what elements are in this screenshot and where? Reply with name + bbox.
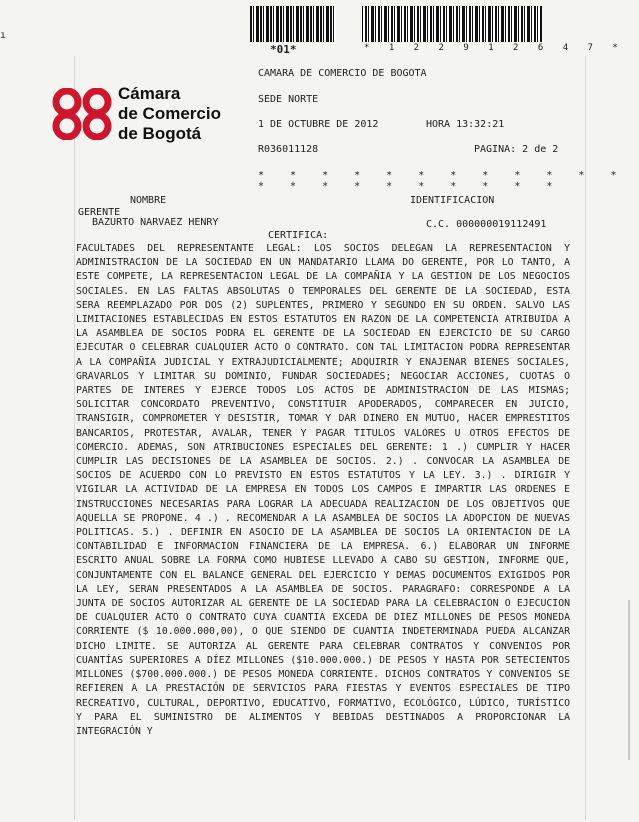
- header-org: CAMARA DE COMERCIO DE BOGOTA: [258, 68, 427, 79]
- header-date: 1 DE OCTUBRE DE 2012: [258, 119, 379, 130]
- role-label: GERENTE: [78, 207, 121, 218]
- header-branch: SEDE NORTE: [258, 94, 319, 105]
- scan-mark: ı: [0, 30, 7, 41]
- logo-line-3: de Bogotá: [118, 124, 202, 143]
- chamber-logo-text: [118, 84, 221, 144]
- logo-line-1: Cámara: [118, 84, 181, 103]
- header-stars: * * * * * * * * * * * * * * * * * * * * * *: [258, 170, 627, 192]
- chamber-logo-icon: [50, 88, 116, 140]
- person-name: BAZURTO NARVAEZ HENRY: [92, 217, 219, 228]
- column-name-header: NOMBRE: [130, 195, 167, 206]
- barcode-right: [362, 6, 542, 42]
- logo-line-2: de Comercio: [118, 104, 221, 123]
- barcode-left-label: *01*: [270, 43, 297, 56]
- header-page: PAGINA: 2 de 2: [474, 144, 559, 155]
- header-time: HORA 13:32:21: [426, 119, 505, 130]
- column-id-header: IDENTIFICACION: [410, 195, 495, 206]
- barcode-left: [250, 6, 336, 42]
- side-print-mark: [625, 600, 633, 760]
- header-code: R036011128: [258, 144, 319, 155]
- certifica-heading: CERTIFICA:: [268, 230, 329, 241]
- barcode-right-label: * 1 2 2 9 1 2 6 4 7 *: [364, 43, 625, 53]
- certificate-body-text: FACULTADES DEL REPRESENTANTE LEGAL: LOS SOCIOS DELEGAN LA REPRESENTACION Y ADMINISTRACION DE LA SOCIEDAD EN UN MANDATARIO LLAMA DO GERENTE, POR LO TANTO, A ESTE COMPETE, LA REPRESENTACION LEGAL DE LA COMPAÑIA Y LA GESTION DE LOS NEGOCIOS SOCIALES. EN LAS FALTAS ABSOLUTAS O TEMPORALES DEL GERENTE DE LA SOCIEDAD, ESTA SERA REEMPLAZADO POR DOS (2) SUPLENTES, PRIMERO Y SEGUNDO EN SU ORDEN. SALVO LAS LIMITACIONES ESTABLECIDAS EN ESTOS ESTATUTOS EN RAZON DE LA COMPETENCIA ATRIBUIDA A LA ASAMBLEA DE SOCIOS PODRA EL GERENTE DE LA SOCIEDAD EN EJERCICIO DE SU CARGO EJECUTAR O CELEBRAR CUALQUIER ACTO O CONTRATO. CON TAL LIMITACION PODRA REPRESENTAR A LA COMPAÑIA JUDICIAL Y EXTRAJUDICIALMENTE; ADQUIRIR Y ENAJENAR BIENES SOCIALES, GRAVARLOS Y LIMITAR SU DOMINIO, FUNDAR SOCIEDADES; NEGOCIAR ACCIONES, CUOTAS O PARTES DE INTERES Y EJERCE TODOS LOS ACTOS DE ADMINISTRACION DE LAS MISMAS; SOLICITAR CONCORDATO PREVENTIVO, CONSTITUIR APODERADOS, COMPARECER EN JUICIO, TRANSIGIR, COMPROMETER Y DESISTIR, TOMAR Y DAR DINERO EN MUTUO, HACER EMPRESTITOS BANCARIOS, PROTESTAR, AVALAR, TENER Y PAGAR TITULOS VALORES U OTROS EFECTOS DE COMERCIO. ADEMAS, SON ATRIBUCIONES ESPECIALES DEL GERENTE: 1 .) CUMPLIR Y HACER CUMPLIR LAS DECISIONES DE LA ASAMBLEA DE SOCIOS. 2.) . CONVOCAR LA ASAMBLEA DE SOCIOS DE ACUERDO CON LO PREVISTO EN ESTOS ESTATUTOS Y LA LEY. 3.) . DIRIGIR Y VIGILAR LA ACTIVIDAD DE LA EMPRESA EN TODOS LOS CAMPOS E IMPARTIR LAS ORDENES E INSTRUCCIONES NECESARIAS PARA LOGRAR LA ADECUADA REALIZACION DE LOS OBJETIVOS QUE AQUELLA SE PROPONE. 4 .) . RECOMENDAR A LA ASAMBLEA DE SOCIOS LA ADOPCION DE NUEVAS POLITICAS. 5.) . DEFINIR EN ASOCIO DE LA ASAMBLEA DE SOCIOS LA ORIENTACION DE LA CONTABILIDAD E INFORMACION FINANCIERA DE LA EMPRESA. 6.) ELABORAR UN INFORME ESCRITO ANUAL SOBRE LA FORMA COMO HUBIESE LLEVADO A CABO SU GESTION, INFORME QUE, CONJUNTAMENTE CON EL BALANCE GENERAL DEL EJERCICIO Y DEMAS DOCUMENTOS EXIGIDOS POR LA LEY, SERAN PRESENTADOS A LA ASAMBLEA DE SOCIOS. PARAGRAFO: CORRESPONDE A LA JUNTA DE SOCIOS AUTORIZAR AL GERENTE DE LA SOCIEDAD PARA LA CELEBRACION O EJECUCION DE CUALQUIER ACTO O CONTRATO CUYA CUANTIA EXCEDA DE DIEZ MILLONES DE PESOS MONEDA CORRIENTE ($ 10.000.000,00), O QUE SIENDO DE CUANTIA INDETERMINADA PUEDA ALCANZAR DICHO LIMITE. SE AUTORIZA AL GERENTE PARA CELEBRAR CONTRATOS Y CONVENIOS POR CUANTÍAS SUPERIORES A DÍEZ MILLONES ($10.000.000.) DE PESOS Y HASTA POR SETECIENTOS MILLONES ($700.000.000.) DE PESOS MONEDA CORRIENTE. DICHOS CONTRATOS Y CONVENIOS SE REFIEREN A LA PRESTACIÓN DE SERVICIOS PARA FIESTAS Y EVENTOS ESPECIALES DE TIPO RECREATIVO, CULTURAL, DEPORTIVO, EDUCATIVO, FORMATIVO, ECOLÓGICO, LÚDICO, TURÍSTICO Y PARA EL SUMINISTRO DE ALIMENTOS Y BEBIDAS DESTINADOS A PROPORCIONAR LA INTEGRACIÓN Y: [76, 243, 570, 737]
- person-id: C.C. 000000019112491: [426, 219, 547, 230]
